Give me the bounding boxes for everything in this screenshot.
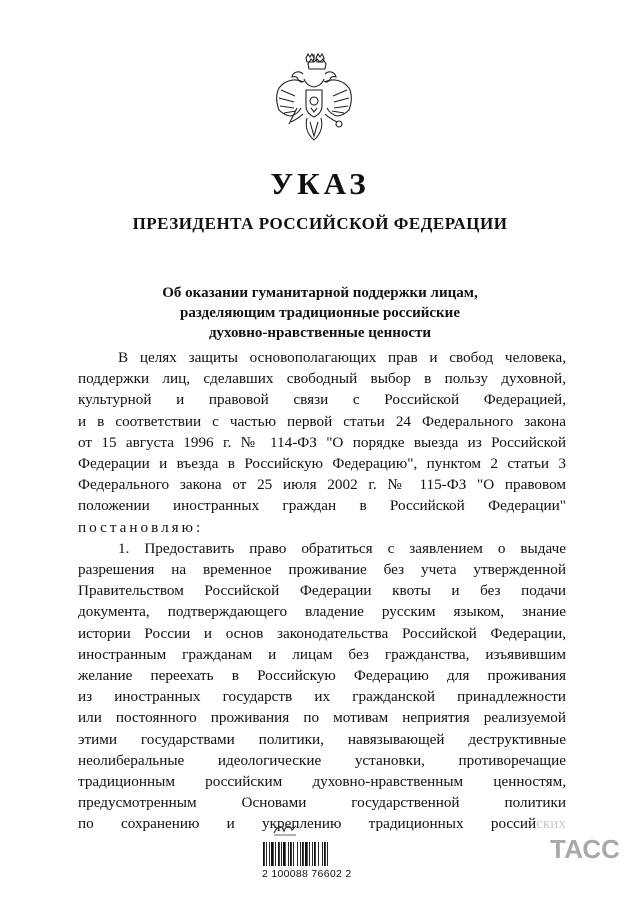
barcode-number: 2 100088 76602 2	[262, 868, 352, 880]
text-line-faded-tail: ских	[536, 815, 566, 833]
text-line: иностранным гражданам и лицам без гражданства, изъявившим	[78, 645, 566, 663]
text-line: желание переехать в Российскую Федерацию для проживания	[78, 667, 566, 685]
decree-body	[78, 347, 566, 835]
barcode-bar	[290, 842, 292, 866]
text-line: от 15 августа 1996 г. № 114-ФЗ "О порядке выезда из Российской	[78, 433, 566, 451]
barcode-bar	[278, 842, 280, 866]
tass-watermark: ТАСС	[550, 834, 620, 864]
text-line: истории России и основ законодательства Российской Федерации,	[78, 624, 566, 642]
barcode-bar	[312, 842, 313, 866]
decree-title-line: разделяющим традиционные российские	[180, 305, 460, 321]
issuer-heading: ПРЕЗИДЕНТА РОССИЙСКОЙ ФЕДЕРАЦИИ	[132, 214, 508, 233]
barcode-bar	[302, 842, 304, 866]
text-line: или постоянного проживания по мотивам неприятия реализуемой	[78, 709, 566, 727]
barcode-bar	[266, 842, 267, 866]
text-line	[78, 813, 566, 834]
text-line: традиционным российским духовно-нравственным ценностям,	[78, 773, 566, 791]
barcode-bar	[322, 842, 323, 866]
coat-of-arms-emblem	[273, 52, 355, 148]
barcode-bar	[275, 842, 276, 866]
text-line: культурной и правовой связи с Российской Федерацией,	[78, 391, 566, 409]
text-line: и в соответствии с частью первой статьи 24 Федерального закона	[78, 412, 566, 430]
text-line: Правительством Российской Федерации квоты и без подачи	[78, 582, 566, 600]
text-line: Федерации и въезда в Российскую Федерацию", пунктом 2 статьи 3	[78, 455, 566, 473]
item-1-paragraph	[78, 538, 566, 835]
text-line-main: по сохранению и укреплению традиционных россий	[78, 815, 537, 833]
decree-title-line: Об оказании гуманитарной поддержки лицам,	[162, 285, 478, 301]
decree-verb: постановляю:	[78, 518, 204, 536]
text-line: предусмотренным Основами государственной политики	[78, 794, 566, 812]
preamble-paragraph	[78, 347, 566, 538]
text-line: Федерального закона от 25 июля 2002 г. № 115-ФЗ "О правовом	[78, 476, 566, 494]
barcode-bar	[288, 842, 289, 866]
text-line: документа, подтверждающего владение русским языком, знание	[78, 603, 566, 621]
barcode-bar	[300, 842, 301, 866]
text-line: разрешения на временное проживание без учета утвержденной	[78, 561, 566, 579]
barcode-bar	[271, 842, 274, 866]
barcode-bar	[269, 842, 270, 866]
barcode-bar	[283, 842, 286, 866]
text-line: поддержки лиц, сделавших свободный выбор в пользу духовной,	[78, 370, 566, 388]
barcode-bar	[318, 842, 319, 866]
barcode-bar	[314, 842, 316, 866]
text-line: из иностранных государств их гражданской принадлежности	[78, 688, 566, 706]
decree-title	[0, 283, 640, 343]
barcode-bar	[324, 842, 326, 866]
document-type-heading: УКАЗ	[270, 166, 370, 201]
text-line: положении иностранных граждан в Российской Федерации"	[78, 497, 566, 515]
decree-title-line: духовно-нравственные ценности	[208, 325, 432, 341]
barcode-bar	[309, 842, 310, 866]
text-line: 1. Предоставить право обратиться с заявлением о выдаче	[118, 539, 566, 557]
text-line: В целях защиты основополагающих прав и свобод человека,	[118, 349, 566, 366]
barcode-bar	[293, 842, 294, 866]
barcode-bar	[327, 842, 328, 866]
barcode-bar	[281, 842, 282, 866]
text-line: этими государствами политики, навязывающей деструктивные	[78, 730, 566, 748]
barcode-bar	[263, 842, 265, 866]
barcode-bar	[297, 842, 298, 866]
barcode-bar	[305, 842, 308, 866]
text-line: неолиберальные идеологические установки, противоречащие	[78, 751, 566, 769]
registration-mark-icon	[272, 822, 298, 836]
